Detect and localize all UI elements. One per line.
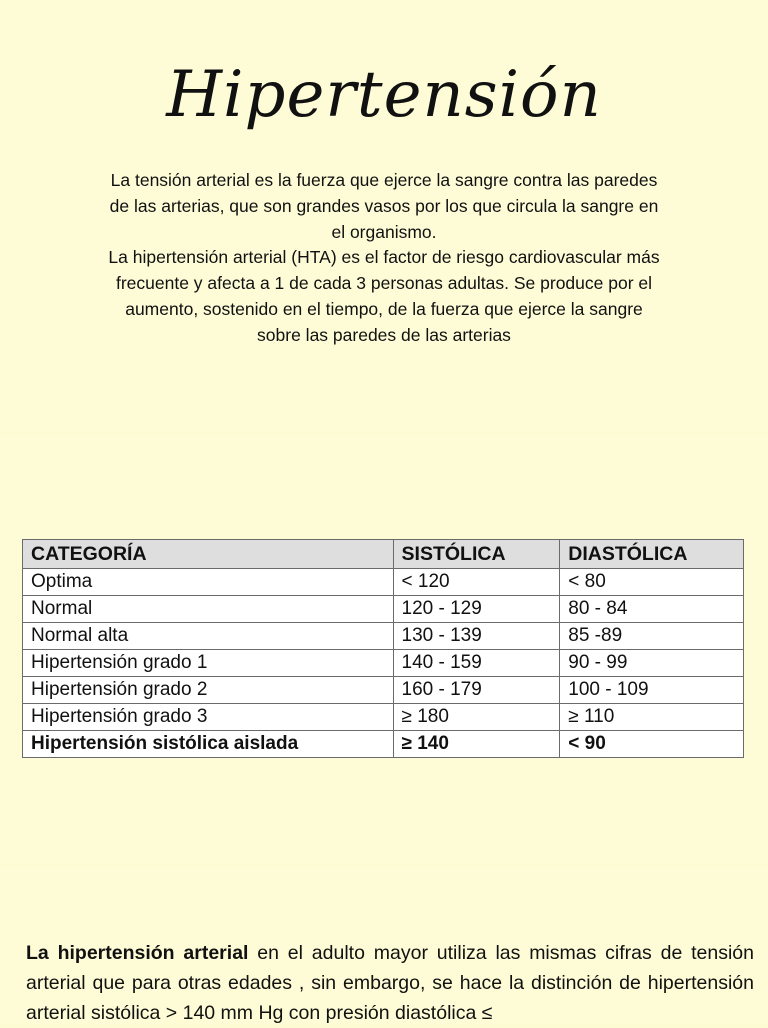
intro-paragraph-2: La hipertensión arterial (HTA) es el factor de riesgo cardiovascular más frecuente y afecta a 1 de cada 3 personas adultas. Se produce por el aumento, sostenido en el tiempo, de la fuerza que ejerce la sangre sobre las paredes de las arterias <box>108 247 660 345</box>
cell-systolic: ≥ 140 <box>393 731 560 758</box>
intro-paragraph-1: La tensión arterial es la fuerza que ejerce la sangre contra las paredes de las arterias, que son grandes vasos por los que circula la sangre en el organismo. <box>109 170 659 242</box>
cell-category: Hipertensión sistólica aislada <box>23 731 394 758</box>
table-row <box>23 623 744 650</box>
cell-category: Hipertensión grado 1 <box>23 650 394 677</box>
cell-systolic: 140 - 159 <box>393 650 560 677</box>
blood-pressure-table <box>22 539 744 758</box>
table-row <box>23 677 744 704</box>
cell-systolic: ≥ 180 <box>393 704 560 731</box>
intro-text <box>104 168 664 349</box>
table-header-row <box>23 540 744 569</box>
table-row <box>23 596 744 623</box>
cell-category: Optima <box>23 569 394 596</box>
header-categoria: CATEGORÍA <box>23 540 394 569</box>
cell-systolic: 120 - 129 <box>393 596 560 623</box>
cell-diastolic: 90 - 99 <box>560 650 744 677</box>
page-title: Hipertensión <box>166 58 602 132</box>
cell-category: Hipertensión grado 2 <box>23 677 394 704</box>
cell-diastolic: < 80 <box>560 569 744 596</box>
bottom-paragraph <box>26 938 754 1028</box>
cell-category: Normal <box>23 596 394 623</box>
table-row <box>23 569 744 596</box>
cell-systolic: 160 - 179 <box>393 677 560 704</box>
cell-diastolic: 85 -89 <box>560 623 744 650</box>
cell-category: Hipertensión grado 3 <box>23 704 394 731</box>
table-row <box>23 731 744 758</box>
cell-diastolic: ≥ 110 <box>560 704 744 731</box>
table-row <box>23 704 744 731</box>
header-diastolica: DIASTÓLICA <box>560 540 744 569</box>
cell-diastolic: < 90 <box>560 731 744 758</box>
bottom-text: en el adulto mayor utiliza las mismas cifras de tensión arterial que para otras edades , sin embargo, se hace la distinción de hipertensión arterial sistólica > 140 mm Hg con presión diastólica ≤ <box>26 942 754 1024</box>
cell-systolic: < 120 <box>393 569 560 596</box>
cell-diastolic: 80 - 84 <box>560 596 744 623</box>
cell-diastolic: 100 - 109 <box>560 677 744 704</box>
bottom-bold-lead: La hipertensión arterial <box>26 942 249 964</box>
header-sistolica: SISTÓLICA <box>393 540 560 569</box>
table-row <box>23 650 744 677</box>
cell-systolic: 130 - 139 <box>393 623 560 650</box>
cell-category: Normal alta <box>23 623 394 650</box>
